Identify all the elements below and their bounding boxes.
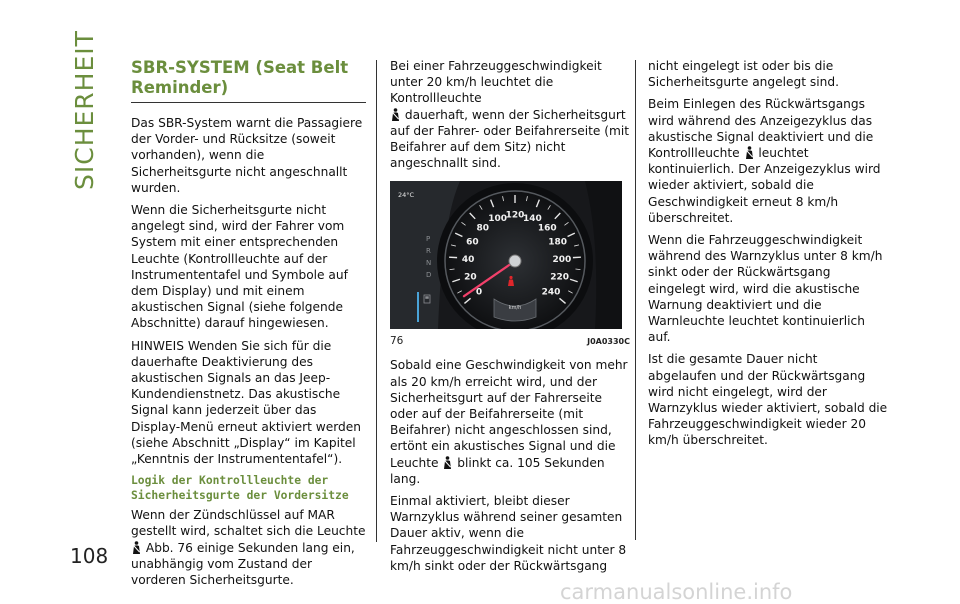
watermark: carmanualsonline.info: [560, 580, 793, 604]
reactivation-paragraph: Ist die gesamte Dauer nicht abgelaufen und der Rückwärtsgang wird nicht eingelegt, wird der Warnzyklus wieder aktiviert, sobald die Fahrzeuggeschwindigkeit wieder 20 km/h überschreitet.: [648, 352, 888, 448]
column-divider-right: [635, 60, 636, 540]
gear-r: R: [426, 247, 431, 256]
figure-caption: [390, 333, 630, 347]
gauge-tick-label: 140: [522, 214, 542, 225]
warning-paragraph: Wenn die Sicherheitsgurte nicht angelegt sind, wird der Fahrer vom System mit einer entsprechenden Leuchte (Kontrollleuchte auf der Instrumententafel und Symbole auf dem Display) und mit einem akustischen Signal (siehe folgende Abschnitte) darauf hingewiesen.: [131, 203, 348, 331]
section-heading-line1: SBR-SYSTEM (Seat Belt: [131, 58, 349, 77]
gauge-unit-label: km/h: [508, 305, 522, 312]
low-speed-paragraph-start: Bei einer Fahrzeuggeschwindigkeit unter 20 km/h leuchtet die Kontrollleuchte: [390, 59, 602, 106]
subheading-line1: Logik der Kontrollleuchte der: [131, 474, 329, 488]
seatbelt-warning-icon: [390, 108, 401, 121]
low-speed-paragraph-end: dauerhaft, wenn der Sicherheitsgurt auf der Fahrer- oder Beifahrerseite (mit Beifahrer auf dem Sitz) nicht angeschnallt sind.: [390, 107, 630, 171]
gauge-tick-label: 200: [552, 255, 572, 266]
figure-number: 76: [390, 335, 404, 348]
gauge-tick-label: 60: [466, 238, 479, 249]
figure-code: J0A0330C: [587, 337, 630, 347]
reverse-gear-paragraph: [648, 96, 888, 226]
gauge-tick-label: 100: [488, 214, 508, 225]
gauge-tick-label: 220: [550, 272, 570, 283]
reverse-gear-paragraph-end: leuchtet kontinuierlich. Der Anzeigezyklus wird wieder aktiviert, sobald die Geschwindigkeit erneut 8 km/h überschreitet.: [648, 146, 881, 225]
warning-cycle-paragraph: Einmal aktiviert, bleibt dieser Warnzyklus während seiner gesamten Dauer aktiv, wenn die Fahrzeuggeschwindigkeit nicht unter 8 km/h sinkt oder der Rückwärtsgang: [390, 494, 627, 573]
ignition-paragraph-start: Wenn der Zündschlüssel auf MAR gestellt wird, schaltet sich die Leuchte: [131, 508, 366, 539]
outside-temperature: 24°C: [398, 191, 415, 200]
gauge-tick-label: 80: [476, 223, 490, 234]
section-heading-line2: Reminder): [131, 78, 229, 97]
ignition-paragraph-end: Abb. 76 einige Sekunden lang ein, unabhängig vom Zustand der vorderen Sicherheitsgurte.: [131, 540, 355, 588]
column-1: [131, 58, 366, 594]
gauge-tick-label: 160: [537, 223, 557, 234]
note-paragraph: HINWEIS Wenden Sie sich für die dauerhafte Deaktivierung des akustischen Signals an das Jeep-Kundendienstnetz. Das akustische Signal kann jederzeit über das Display-Menü erneut aktiviert werden (siehe Abschnitt „Display“ im Kapitel „Kenntnis der Instrumententafel“).: [131, 338, 362, 467]
speedometer-figure: [390, 181, 622, 329]
high-speed-paragraph-end: blinkt ca. 105 Sekunden lang.: [390, 455, 605, 486]
low-speed-paragraph: [390, 58, 630, 171]
gear-d: D: [426, 271, 432, 280]
gauge-tick-label: 20: [464, 272, 477, 283]
column-2: [390, 58, 630, 580]
intro-paragraph: Das SBR-System warnt die Passagiere der Vorder- und Rücksitze (soweit vorhanden), wenn die Sicherheitsgurte nicht angeschnallt wurden.: [131, 116, 363, 195]
column-divider-left: [376, 60, 377, 542]
continuation-paragraph: nicht eingelegt ist oder bis die Sicherheitsgurte angelegt sind.: [648, 59, 839, 90]
high-speed-paragraph-start: Sobald eine Geschwindigkeit von mehr als 20 km/h erreicht wird, und der Sicherheitsgurt auf der Fahrerseite oder auf der Beifahrerseite (mit Beifahrer) nicht angeschlossen sind, ertönt ein akustisches Signal und die Leuchte: [390, 358, 628, 470]
seatbelt-warning-icon: [442, 456, 453, 469]
gear-p: P: [426, 235, 431, 244]
gauge-tick-label: 240: [541, 288, 561, 299]
subheading-line2: Sicherheitsgurte der Vordersitze: [131, 489, 349, 503]
reverse-gear-paragraph-start: Beim Einlegen des Rückwärtsgangs wird während des Anzeigezyklus das akustische Signal deaktiviert und die Kontrollleuchte: [648, 97, 874, 161]
fuel-level-bar: [417, 292, 419, 322]
speed-drop-paragraph: Wenn die Fahrzeuggeschwindigkeit während des Warnzyklus unter 8 km/h sinkt oder der Rückwärtsgang eingelegt wird, wird die akustische Warnung deaktiviert und die Warnleuchte leuchtet kontinuierlich auf.: [648, 233, 883, 345]
gauge-tick-label: 40: [461, 255, 475, 266]
section-heading: [131, 58, 366, 103]
column-3: [648, 58, 888, 455]
subheading: [131, 473, 366, 503]
gauge-tick-label: 0: [475, 288, 483, 299]
gauge-tick-label: 180: [548, 238, 567, 249]
speedometer-gauge: [390, 181, 622, 329]
gauge-tick-label: 120: [505, 210, 525, 221]
gear-n: N: [426, 259, 432, 268]
high-speed-paragraph: [390, 357, 630, 487]
seatbelt-warning-icon: [131, 541, 142, 554]
page-number: 108: [70, 544, 109, 568]
ignition-paragraph: [131, 507, 366, 588]
seatbelt-warning-icon: [744, 146, 755, 159]
chapter-title: SICHERHEIT: [70, 30, 99, 190]
